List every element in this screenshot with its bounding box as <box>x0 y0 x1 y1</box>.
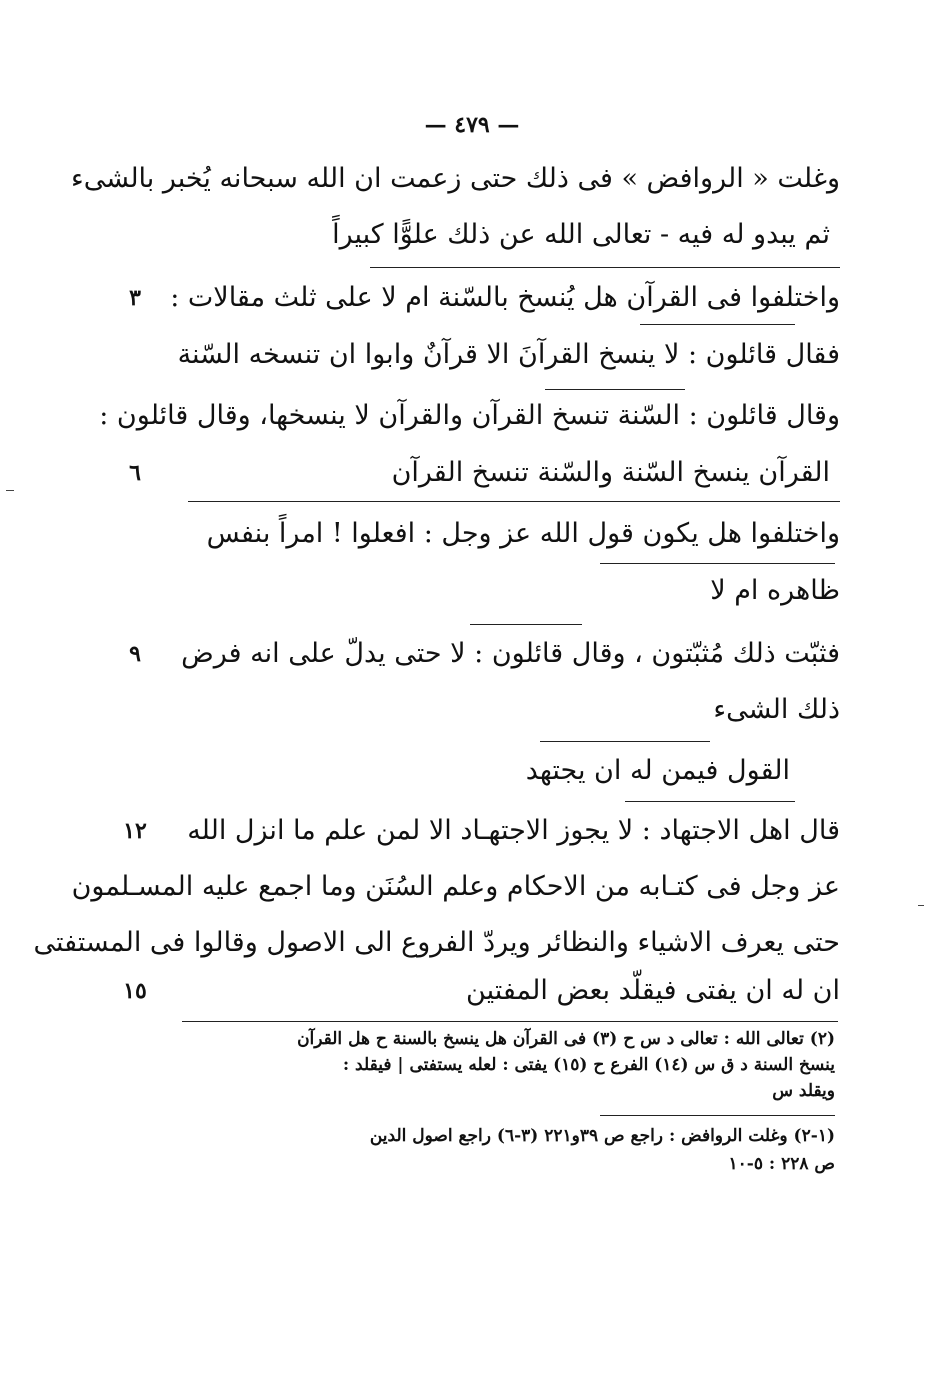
text-line-8: ظاهره ام لا <box>710 575 840 606</box>
footnote-separator-short <box>600 1115 835 1116</box>
line-number-3: ٣ <box>129 285 141 311</box>
text-line-9: فثبّت ذلك مُثبّتون ، وقال قائلون : لا حتى يدلّ على انه فرض <box>181 638 840 669</box>
text-rule <box>625 801 795 802</box>
text-line-10: ذلك الشىء <box>713 694 840 725</box>
text-line-12: عز وجل فى كتـابه من الاحكام وعلم السُنَن وما اجمع عليه المسـلمون <box>71 871 840 902</box>
line-number-6: ٦ <box>129 460 141 486</box>
scan-mark <box>918 905 924 906</box>
footnote-separator <box>182 1021 838 1022</box>
line-number-9: ٩ <box>129 641 141 667</box>
footnote-refs-line-2: ص ٢٢٨ : ٥-١٠ <box>728 1154 835 1174</box>
footnote-variants-line-1: (٢) تعالى الله : تعالى د س ح (٣) فى القرآن هل ينسخ بالسنة ح هل القرآن <box>297 1029 835 1049</box>
scan-mark <box>6 490 14 491</box>
page-number: — ٤٧٩ — <box>424 112 520 138</box>
text-line-13: حتى يعرف الاشياء والنظائر ويردّ الفروع الى الاصول وقالوا فى المستفتى <box>33 927 840 958</box>
text-rule <box>640 324 795 325</box>
text-rule <box>545 389 685 390</box>
footnote-variants-line-3: ويقلد س <box>772 1081 835 1101</box>
text-rule <box>600 563 835 564</box>
text-rule <box>370 267 840 268</box>
text-line-4: فقال قائلون : لا ينسخ القرآنَ الا قرآنٌ وابوا ان تنسخه السّنة <box>177 339 840 370</box>
text-line-5: وقال قائلون : السّنة تنسخ القرآن والقرآن لا ينسخها، وقال قائلون : <box>99 400 840 431</box>
section-heading: القول فيمن له ان يجتهد <box>525 755 790 786</box>
text-line-2: ثم يبدو له فيه - تعالى الله عن ذلك علوًّا كبيراً <box>332 219 830 250</box>
footnote-refs-line-1: (١-٢) وغلت الروافض : راجع ص ٣٩و٢٢١ (٣-٦) راجع اصول الدين <box>369 1126 835 1146</box>
line-number-12: ١٢ <box>123 818 147 844</box>
text-line-3: واختلفوا فى القرآن هل يُنسخ بالسّنة ام لا على ثلث مقالات : <box>170 282 840 313</box>
text-line-11: قال اهل الاجتهاد : لا يجوز الاجتهـاد الا لمن علم ما انزل الله <box>187 815 840 846</box>
line-number-15: ١٥ <box>123 978 147 1004</box>
text-rule <box>188 501 840 502</box>
text-rule <box>470 624 582 625</box>
text-rule <box>540 741 710 742</box>
text-line-7: واختلفوا هل يكون قول الله عز وجل : افعلوا ! امراً بنفس <box>206 518 840 549</box>
footnote-variants-line-2: ينسخ السنة د ق س (١٤) الفرع ح (١٥) يفتى : لعله يستفتى | فيقلد : <box>342 1055 835 1075</box>
text-line-14: ان له ان يفتى فيقلّد بعض المفتين <box>466 975 840 1006</box>
text-line-6: القرآن ينسخ السّنة والسّنة تنسخ القرآن <box>391 457 830 488</box>
text-line-1: وغلت « الروافض » فى ذلك حتى زعمت ان الله سبحانه يُخبر بالشىء <box>71 163 840 194</box>
